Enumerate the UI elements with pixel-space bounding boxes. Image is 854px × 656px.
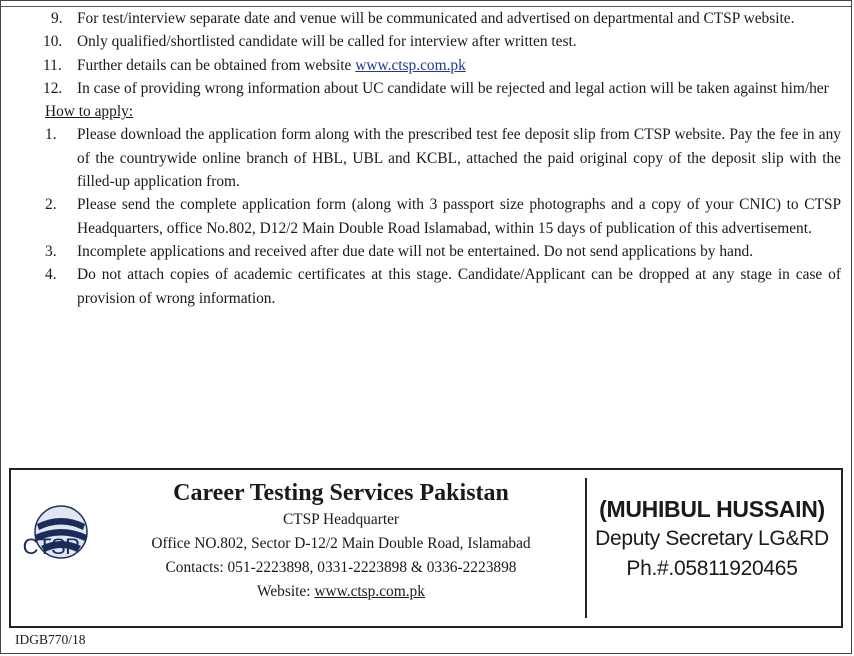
signatory-phone: Ph.#.05811920465 [626,557,798,580]
step-number: 2. [45,196,57,214]
note-item-12 [1,77,852,100]
signatory-block [589,496,835,581]
website-link[interactable]: www.ctsp.com.pk [355,56,466,74]
organization-block [101,480,581,601]
apply-step-1 [1,123,852,193]
footer-website-link[interactable]: www.ctsp.com.pk [314,583,425,600]
note-item-9 [1,7,852,30]
website-line [101,583,581,601]
footer-divider [585,478,587,618]
reference-code: IDGB770/18 [15,632,86,647]
step-number: 1. [45,126,57,144]
apply-step-4 [1,263,852,310]
note-number: 12. [43,79,63,97]
step-number: 4. [45,266,57,284]
note-number: 11. [43,56,62,74]
apply-step-2 [1,193,852,240]
footer-box [9,468,843,628]
apply-step-3 [1,240,852,263]
step-text: Do not attach copies of academic certificates at this stage. Candidate/Applicant can be dropped at any stage in case of provision of wrong information. [77,266,841,307]
note-item-10 [1,30,852,53]
step-text: Please download the application form along with the prescribed test fee deposit slip from CTSP website. Pay the fee in any of the countrywide online branch of HBL, UBL and KCBL, attached the paid original copy of the deposit slip with the filled-up application from. [77,126,841,191]
note-number: 10. [43,33,63,51]
step-text: Please send the complete application form (along with 3 passport size photographs and a copy of your CNIC) to CTSP Headquarters, office No.802, D12/2 Main Double Road Islamabad, within 15 days of publication of this advertisement. [77,196,841,237]
signatory-name: (MUHIBUL HUSSAIN) [599,496,825,522]
note-text: For test/interview separate date and venue will be communicated and advertised on departmental and CTSP website. [77,10,795,27]
notes-section [1,7,852,310]
note-text: Only qualified/shortlisted candidate will be called for interview after written test. [77,33,577,51]
step-text: Incomplete applications and received after due date will not be entertained. Do not send applications by hand. [77,242,754,260]
signatory-title: Deputy Secretary LG&RD [595,527,829,550]
logo-wordmark: CTSP [22,534,80,559]
note-text: Further details can be obtained from website [77,56,352,74]
step-number: 3. [45,242,57,260]
note-item-11 [1,54,852,77]
note-number: 9. [51,10,63,27]
contact-numbers: Contacts: 051-2223898, 0331-2223898 & 0336-2223898 [165,559,517,576]
headquarter-label: CTSP Headquarter [282,511,400,528]
how-to-apply-heading: How to apply: [45,103,134,121]
office-address: Office NO.802, Sector D-12/2 Main Double Road, Islamabad [151,535,531,552]
organization-name: Career Testing Services Pakistan [173,480,509,506]
note-text: In case of providing wrong information about UC candidate will be rejected and legal action will be taken against him/her [77,79,829,97]
website-label: Website: [257,583,311,600]
